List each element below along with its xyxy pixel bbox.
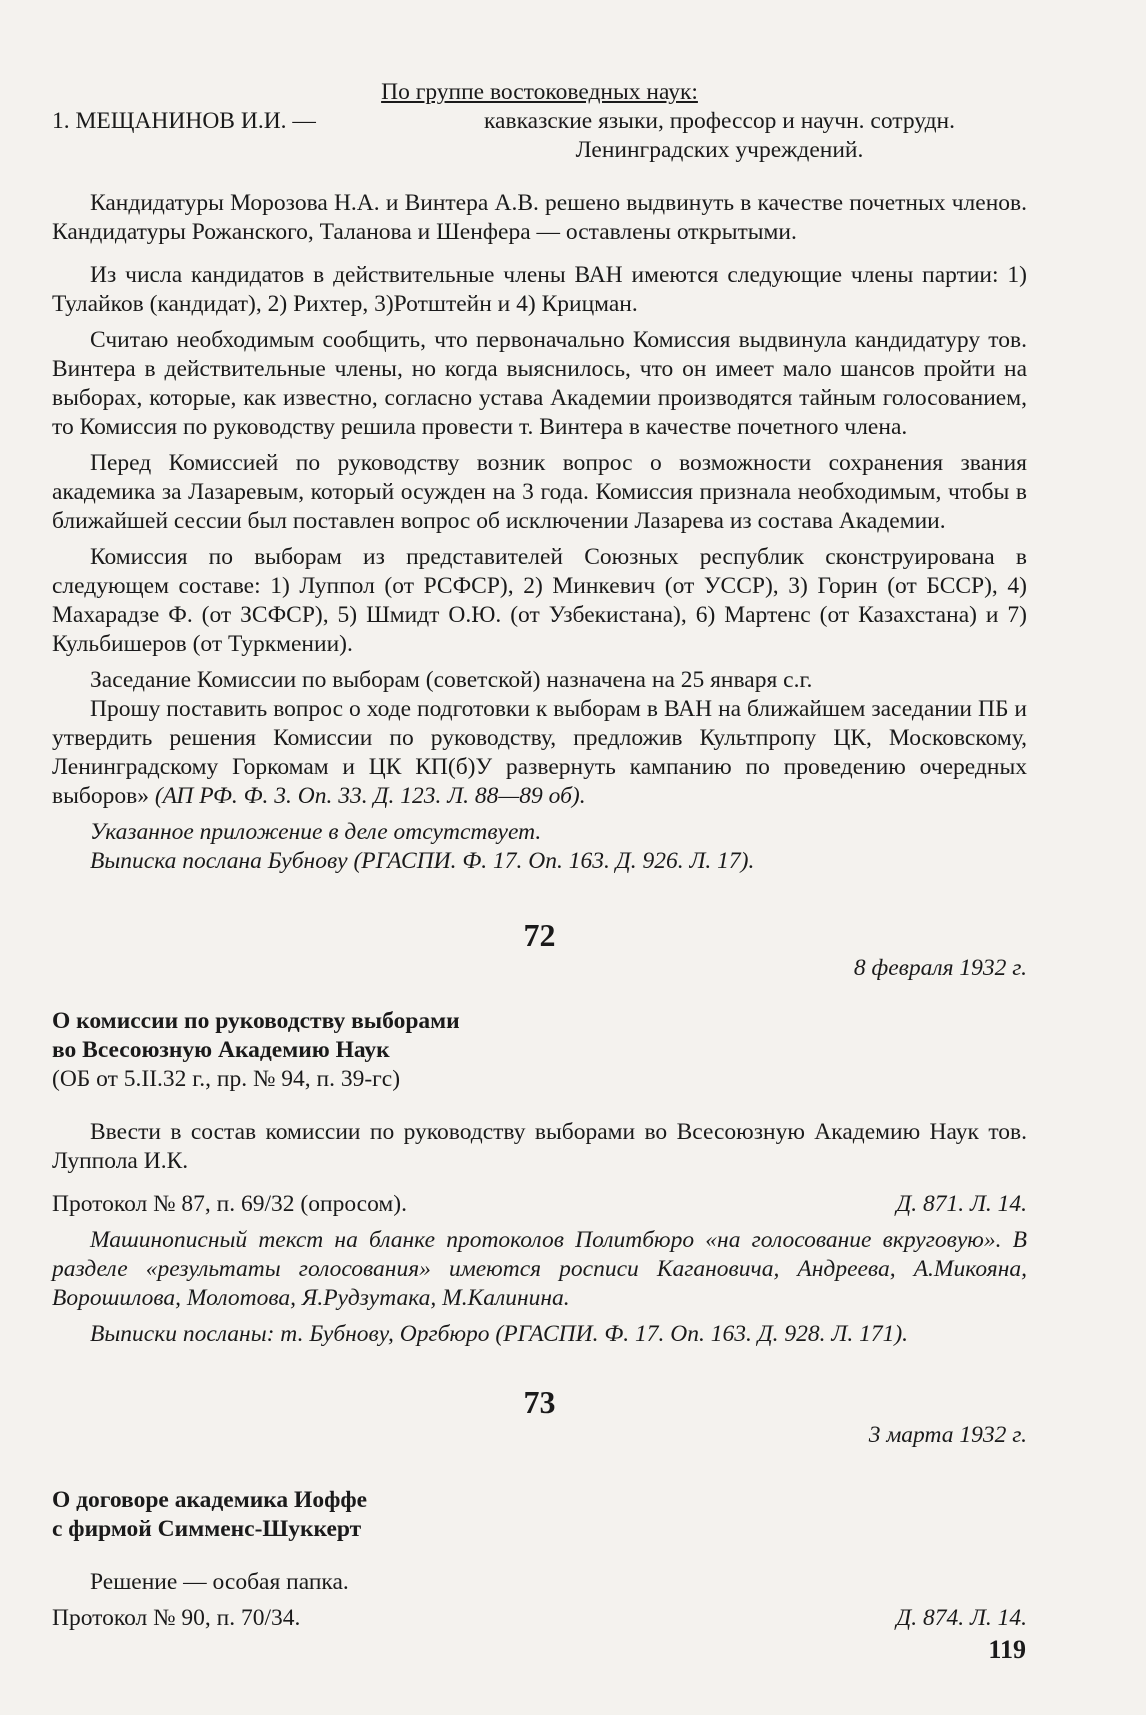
- final-archive-ref: (АП РФ. Ф. 3. Оп. 33. Д. 123. Л. 88—89 об).: [148, 783, 586, 809]
- document-body: Ввести в состав комиссии по руководству выборами во Всесоюзную Академию Наук тов. Луппола И.К.: [52, 1119, 1027, 1174]
- document-title: [52, 1486, 1027, 1544]
- document-body: Решение — особая папка.: [90, 1569, 349, 1595]
- document-date: 8 февраля 1932 г.: [853, 955, 1027, 981]
- title-line: с фирмой Симменс-Шуккерт: [52, 1516, 362, 1542]
- protocol-ref: Протокол № 90, п. 70/34.: [52, 1605, 301, 1631]
- paragraph-final: [52, 695, 1027, 811]
- editor-note: Выписка послана Бубнову (РГАСПИ. Ф. 17. Оп. 163. Д. 926. Л. 17).: [90, 848, 755, 874]
- candidate-name: 1. МЕЩАНИНОВ И.И. —: [52, 108, 316, 134]
- document-number: 72: [523, 917, 556, 953]
- title-line: О комиссии по руководству выборами: [52, 1008, 460, 1034]
- document-source: (ОБ от 5.II.32 г., пр. № 94, п. 39-гс): [52, 1066, 401, 1092]
- page-content: [52, 78, 1027, 1633]
- paragraph: Комиссия по выборам из представителей Союзных республик сконструирована в следующем составе: 1) Луппол (от РСФСР), 2) Минкевич (от УССР), 3) Горин (от БССР), 4) Махарадзе Ф. (от ЗСФСР), 5) Шмидт О.Ю. (от Узбекистана), 6) Мартенс (от Казахстана) и 7) Кульбишеров (от Туркмении).: [52, 544, 1027, 657]
- paragraph: Кандидатуры Морозова Н.А. и Винтера А.В. решено выдвинуть в качестве почетных членов. Кандидатуры Рожанского, Таланова и Шенфера — оставлены открытыми.: [52, 190, 1027, 245]
- archive-ref: Д. 871. Л. 14.: [896, 1191, 1027, 1217]
- candidate-description: [412, 107, 1027, 165]
- candidate-desc-line2: Ленинградских учреждений.: [575, 137, 864, 163]
- page-number: 119: [988, 1635, 1026, 1664]
- group-heading: По группе востоковедных наук:: [381, 79, 698, 105]
- title-line: во Всесоюзную Академию Наук: [52, 1037, 390, 1063]
- editor-note: Указанное приложение в деле отсутствует.: [90, 819, 542, 845]
- protocol-line: [52, 1190, 1027, 1219]
- candidate-item: [52, 107, 1027, 165]
- document-date: 3 марта 1932 г.: [868, 1422, 1027, 1448]
- editor-note: Машинописный текст на бланке протоколов Политбюро «на голосование вкруговую». В разделе «результаты голосования» имеются росписи Кагановича, Андреева, А.Микояна, Ворошилова, Молотова, Я.Рудзутака, М.Калинина.: [52, 1227, 1027, 1311]
- archive-ref: Д. 874. Л. 14.: [896, 1605, 1027, 1631]
- paragraph: Считаю необходимым сообщить, что первоначально Комиссия выдвинула кандидатуру тов. Винтера в действительные члены, но когда выяснилось, что он имеет мало шансов пройти на выборах, которые, как известно, согласно устава Академии производятся тайным голосованием, то Комиссия по руководству решила провести т. Винтера в качестве почетного члена.: [52, 327, 1027, 440]
- editor-note: Выписки посланы: т. Бубнову, Оргбюро (РГАСПИ. Ф. 17. Оп. 163. Д. 928. Л. 171).: [90, 1321, 909, 1347]
- paragraph: Заседание Комиссии по выборам (советской) назначена на 25 января с.г.: [90, 667, 813, 693]
- paragraph: Перед Комиссией по руководству возник вопрос о возможности сохранения звания академика за Лазаревым, который осужден на 3 года. Комиссия признала необходимым, чтобы в ближайшей сессии был поставлен вопрос об исключении Лазарева из состава Академии.: [52, 450, 1027, 534]
- document-title: [52, 1007, 1027, 1065]
- protocol-line: [52, 1604, 1027, 1633]
- paragraph: Из числа кандидатов в действительные члены ВАН имеются следующие члены партии: 1) Тулайков (кандидат), 2) Рихтер, 3)Ротштейн и 4) Крицман.: [52, 262, 1027, 317]
- protocol-ref: Протокол № 87, п. 69/32 (опросом).: [52, 1191, 407, 1217]
- candidate-desc-line1: кавказские языки, профессор и научн. сотрудн.: [484, 108, 955, 134]
- document-number: 73: [523, 1384, 556, 1420]
- final-text: Прошу поставить вопрос о ходе подготовки к выборам в ВАН на ближайшем заседании ПБ и утвердить решения Комиссии по руководству, предложив Культпропу ЦК, Московскому, Ленинградскому Горкомам и ЦК КП(б)У развернуть кампанию по проведению очередных выборов»: [52, 696, 1027, 809]
- title-line: О договоре академика Иоффе: [52, 1487, 368, 1513]
